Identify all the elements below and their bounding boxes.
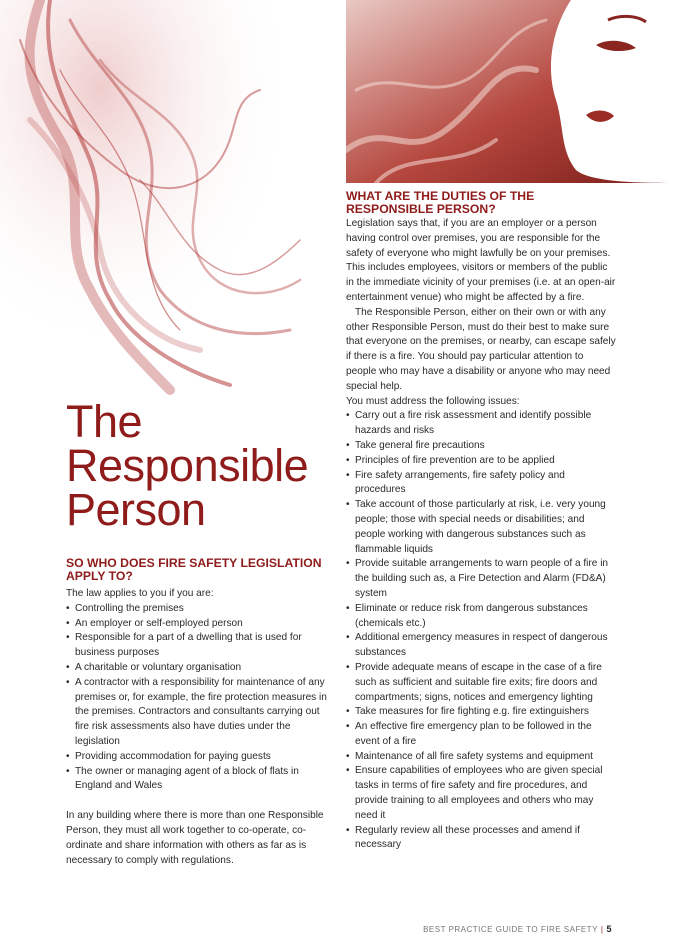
list-item: • Provide suitable arrangements to warn people of a fire in the building such as, a Fire Detection and Alarm (FD&A) system bbox=[346, 558, 609, 599]
left-section-heading: SO WHO DOES FIRE SAFETY LEGISLATION APPLY TO? bbox=[66, 556, 322, 583]
right-column bbox=[346, 190, 616, 853]
right-paragraph-2: The Responsible Person, either on their own or with any other Responsible Person, must do their best to make sure that everyone on the premises, or nearby, can escape safely if there is a fire. You should pay particular attention to people who may have a disability or anyone who may need special help. bbox=[346, 306, 616, 392]
list-item: • Controlling the premises bbox=[66, 602, 328, 617]
bullet-icon: • bbox=[346, 454, 350, 466]
right-intro: You must address the following issues: bbox=[346, 395, 520, 407]
bullet-icon: • bbox=[66, 632, 70, 644]
bullet-icon: • bbox=[66, 765, 70, 777]
face-smoke-photo bbox=[346, 0, 678, 183]
bullet-icon: • bbox=[346, 602, 350, 614]
smoke-illustration bbox=[0, 0, 330, 440]
list-item: • Take measures for fire fighting e.g. fire extinguishers bbox=[346, 705, 616, 720]
list-item: • Take general fire precautions bbox=[346, 439, 616, 454]
list-item: • An employer or self-employed person bbox=[66, 617, 328, 632]
footer-separator: | bbox=[600, 925, 604, 934]
bullet-icon: • bbox=[346, 706, 350, 718]
page-number: 5 bbox=[606, 924, 612, 934]
bullet-icon: • bbox=[66, 661, 70, 673]
list-item: • Ensure capabilities of employees who are given special tasks in terms of fire safety and fire procedures, and provide training to all employees and others who may need it bbox=[346, 765, 603, 821]
list-item: • Provide adequate means of escape in the case of a fire such as sufficient and suitable fire exits; fire doors and compartments; signs, notices and emergency lighting bbox=[346, 661, 602, 703]
title-line: Person bbox=[66, 484, 206, 535]
right-paragraph-1: Legislation says that, if you are an employer or a person having control over premises, you are responsible for the safety of everyone who might lawfully be on your premises. This includes employees, visitors or members of the public in the immediate vicinity of your premises (i.e. at an open-air entertainment venue) who might be affected by a fire. bbox=[346, 218, 616, 303]
list-item: • Regularly review all these processes and amend if necessary bbox=[346, 824, 580, 851]
list-item: • Fire safety arrangements, fire safety policy and procedures bbox=[346, 469, 565, 496]
left-intro: The law applies to you if you are: bbox=[66, 588, 214, 599]
right-bullet-list bbox=[346, 409, 616, 853]
list-item: • Maintenance of all fire safety systems and equipment bbox=[346, 750, 616, 765]
right-section-heading: WHAT ARE THE DUTIES OF THE RESPONSIBLE PERSON? bbox=[346, 189, 535, 216]
bullet-icon: • bbox=[346, 499, 350, 511]
bullet-icon: • bbox=[346, 750, 350, 762]
list-item: • Additional emergency measures in respect of dangerous substances bbox=[346, 632, 608, 659]
title-line: Responsible bbox=[66, 440, 309, 491]
bullet-icon: • bbox=[66, 750, 70, 762]
page-title bbox=[66, 396, 309, 535]
list-item: • Carry out a fire risk assessment and identify possible hazards and risks bbox=[346, 410, 592, 437]
bullet-icon: • bbox=[346, 558, 350, 570]
bullet-icon: • bbox=[66, 617, 70, 629]
left-bullet-list bbox=[66, 602, 328, 794]
title-line: The bbox=[66, 396, 143, 447]
list-item: • A contractor with a responsibility for maintenance of any premises or, for example, the fire protection measures in the premises. Contractors and consultants carrying out fire risk assessments also have duties under the legislation bbox=[66, 676, 327, 747]
list-item: • Providing accommodation for paying guests bbox=[66, 750, 328, 765]
list-item: • Eliminate or reduce risk from dangerous substances (chemicals etc.) bbox=[346, 602, 588, 629]
left-closing-paragraph: In any building where there is more than one Responsible Person, they must all work together to co-operate, co-ordinate and share information with others as far as is necessary to comply with regulations. bbox=[66, 810, 324, 866]
bullet-icon: • bbox=[346, 765, 350, 777]
list-item: • Take account of those particularly at risk, i.e. very young people; those with special needs or disabilities; and people working with dangerous substances such as flammable liquids bbox=[346, 499, 606, 555]
bullet-icon: • bbox=[66, 676, 70, 688]
bullet-icon: • bbox=[346, 632, 350, 644]
list-item: • An effective fire emergency plan to be followed in the event of a fire bbox=[346, 721, 592, 747]
list-item: • Responsible for a part of a dwelling that is used for business purposes bbox=[66, 632, 302, 659]
bullet-icon: • bbox=[346, 410, 350, 422]
footer-label: BEST PRACTICE GUIDE TO FIRE SAFETY bbox=[423, 925, 598, 934]
left-column bbox=[66, 557, 328, 868]
bullet-icon: • bbox=[346, 469, 350, 481]
page-footer bbox=[423, 924, 612, 934]
list-item: • Principles of fire prevention are to be applied bbox=[346, 454, 616, 469]
bullet-icon: • bbox=[346, 661, 350, 673]
bullet-icon: • bbox=[346, 721, 350, 733]
list-item: • The owner or managing agent of a block of flats in England and Wales bbox=[66, 765, 299, 792]
list-item: • A charitable or voluntary organisation bbox=[66, 661, 328, 676]
bullet-icon: • bbox=[66, 602, 70, 614]
bullet-icon: • bbox=[346, 824, 350, 836]
bullet-icon: • bbox=[346, 439, 350, 451]
